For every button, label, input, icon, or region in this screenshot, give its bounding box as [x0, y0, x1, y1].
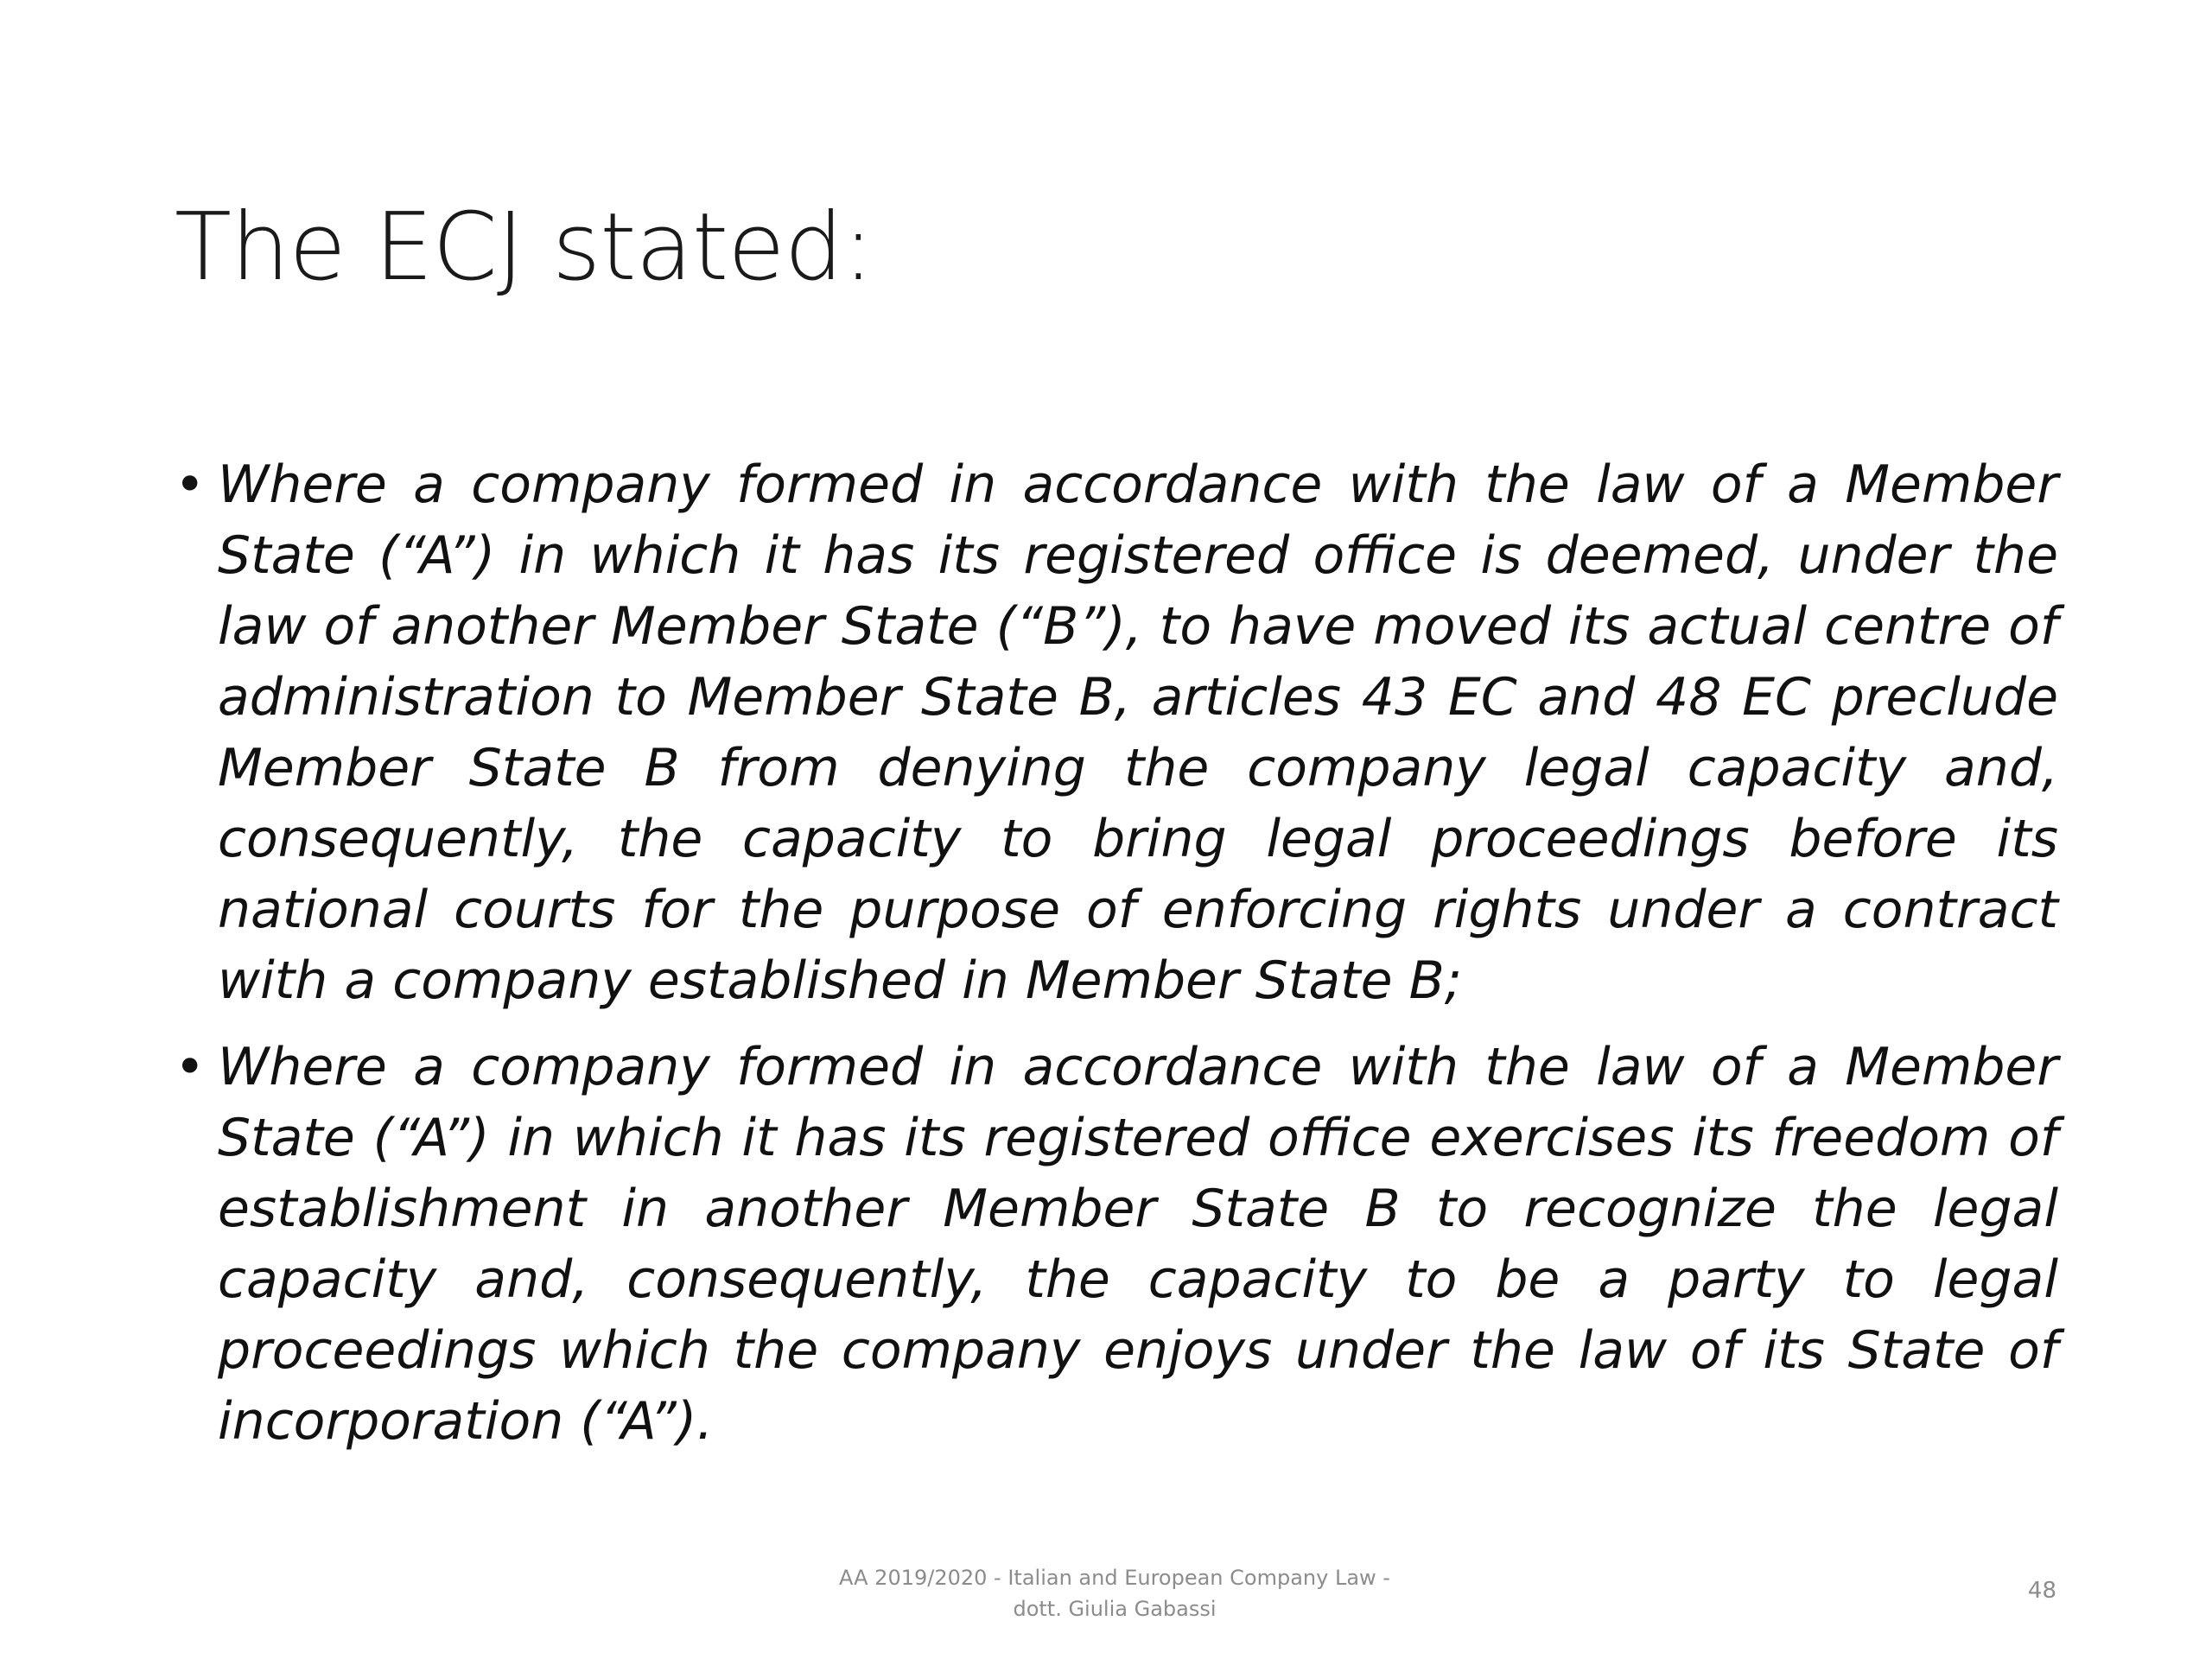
slide-title: The ECJ stated: [175, 194, 874, 302]
bullet-list [175, 449, 2058, 1472]
bullet-marker: • [175, 1037, 206, 1097]
page-number: 48 [2027, 1578, 2056, 1604]
bullet-text: Where a company formed in accordance with the law of a Member State (“A”) in which it has its registered office exercises its freedom of establishment in another Member State B to recognize the legal capacity and, consequently, the capacity to be a party to legal proceedings which the company enjoys under the law of its State of incorporation (“A”). [218, 1037, 2058, 1452]
slide-footer [760, 1562, 1469, 1624]
bullet-marker: • [175, 454, 206, 515]
bullet-text: Where a company formed in accordance with the law of a Member State (“A”) in which it has its registered office is deemed, under the law of another Member State (“B”), to have moved its actual centre of administration to Member State B, articles 43 EC and 48 EC preclude Member State B from denying the company legal capacity and, consequently, the capacity to bring legal proceedings before its national courts for the purpose of enforcing rights under a contract with a company established in Member State B; [218, 454, 2058, 1011]
footer-line-course: AA 2019/2020 - Italian and European Company Law - [839, 1566, 1390, 1590]
bullet-item [175, 1032, 2058, 1457]
bullet-item [175, 449, 2058, 1016]
footer-line-author: dott. Giulia Gabassi [1013, 1597, 1217, 1621]
